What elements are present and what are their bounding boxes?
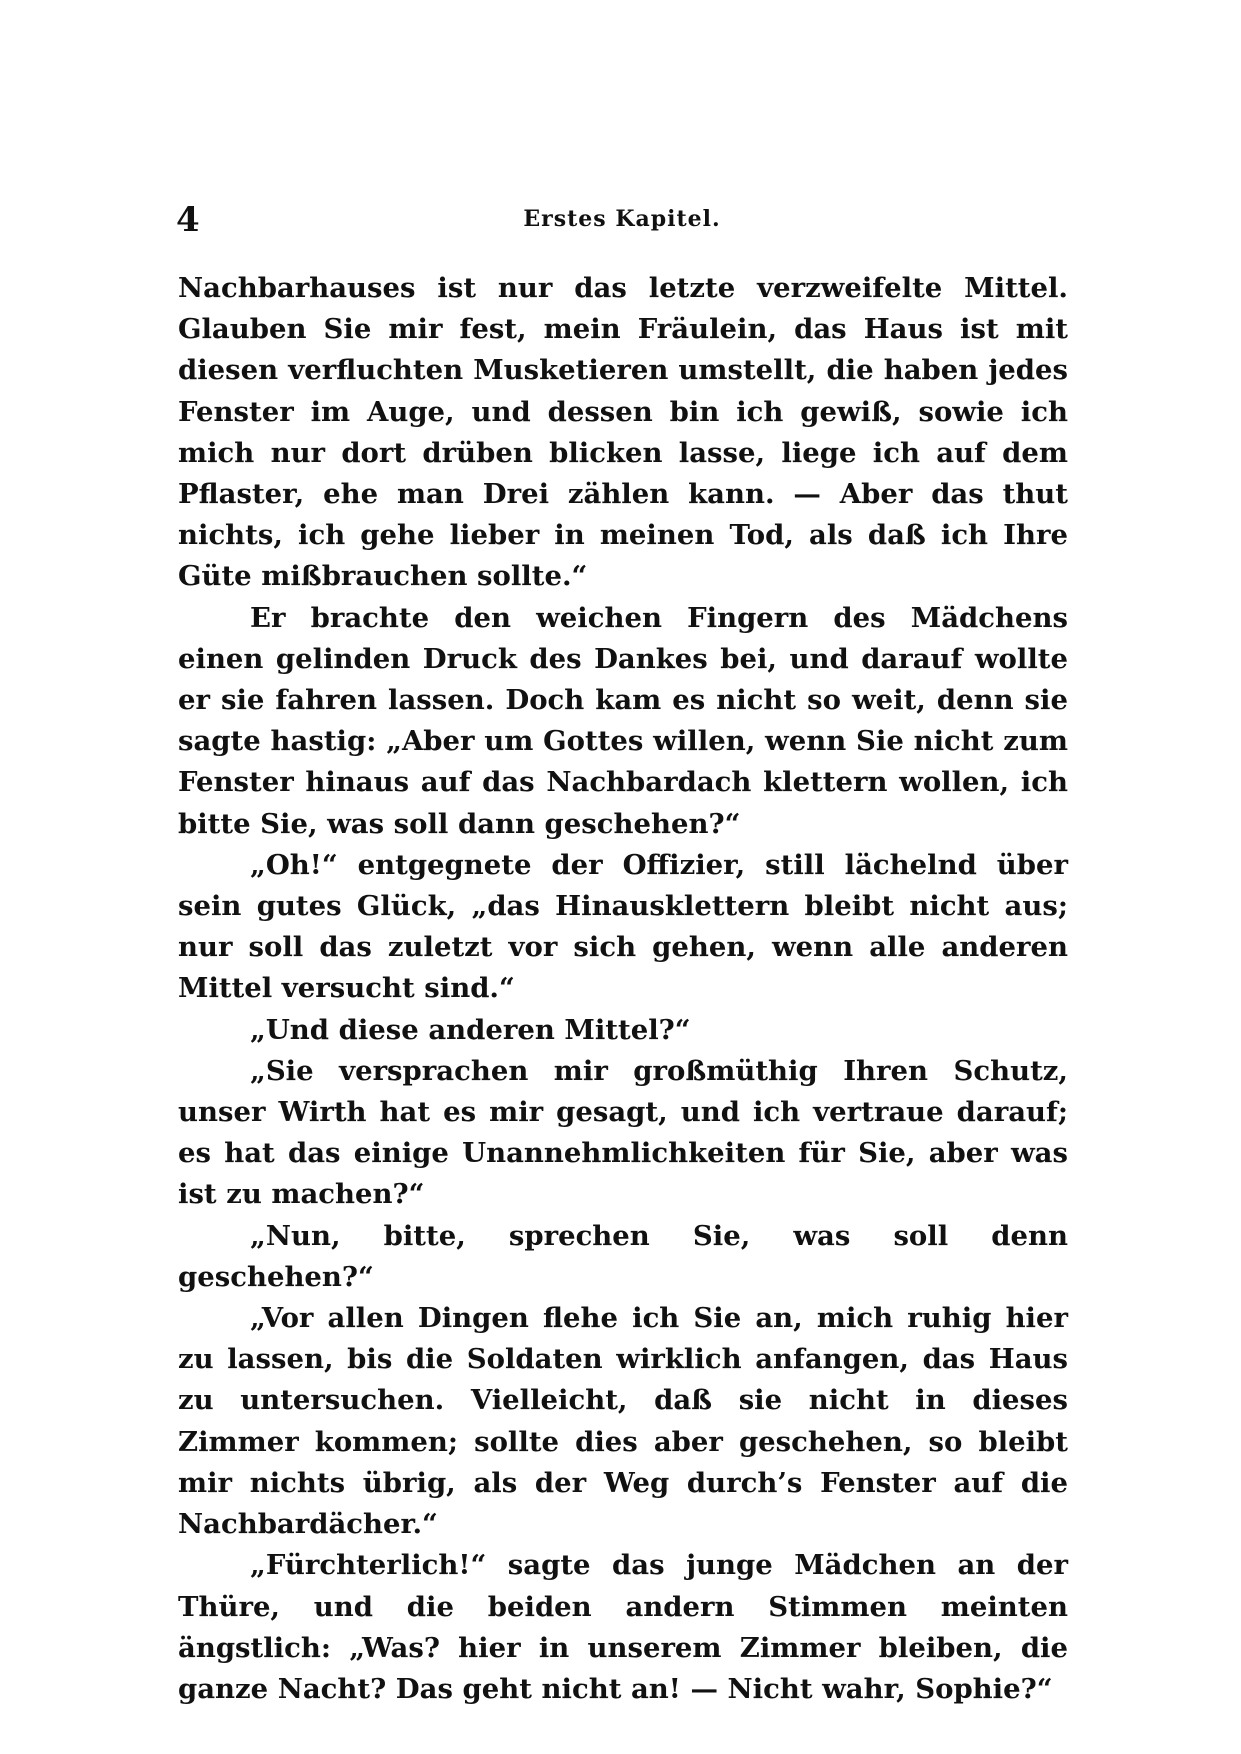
page-number: 4 <box>176 200 200 240</box>
paragraph: „Sie versprachen mir großmüthig Ihren Schutz, unser Wirth hat es mir gesagt, und ich vertraue darauf; es hat das einige Unannehmlichkeiten für Sie, aber was ist zu machen?“ <box>178 1054 1068 1211</box>
running-head: Erstes Kapitel. <box>523 206 721 232</box>
paragraph: „Fürchterlich!“ sagte das junge Mädchen an der Thüre, und die beiden andern Stimmen meinten ängstlich: „Was? hier in unserem Zimmer bleiben, die ganze Nacht? Das geht nicht an! — Nicht wahr, Sophie?“ <box>178 1549 1068 1705</box>
paragraph: Er brachte den weichen Fingern des Mädchens einen gelinden Druck des Dankes bei, und darauf wollte er sie fahren lassen. Doch kam es nicht so weit, denn sie sagte hastig: „Aber um Gottes willen, wenn Sie nicht zum Fenster hinaus auf das Nachbardach klettern wollen, ich bitte Sie, was soll dann geschehen?“ <box>178 601 1068 840</box>
page-header <box>176 200 1068 240</box>
paragraph: „Und diese anderen Mittel?“ <box>250 1013 691 1046</box>
paragraph: Nachbarhauses ist nur das letzte verzweifelte Mittel. Glauben Sie mir fest, mein Fräulein, das Haus ist mit diesen verfluchten Musketieren umstellt, die haben jedes Fenster im Auge, und dessen bin ich gewiß, sowie ich mich nur dort drüben blicken lasse, liege ich auf dem Pflaster, ehe man Drei zählen kann. — Aber das thut nichts, ich gehe lieber in meinen Tod, als daß ich Ihre Güte mißbrauchen sollte.“ <box>178 272 1068 593</box>
body-text <box>178 268 1068 1710</box>
paragraph: „Nun, bitte, sprechen Sie, was soll denn geschehen?“ <box>178 1219 1068 1293</box>
paragraph: „Vor allen Dingen flehe ich Sie an, mich ruhig hier zu lassen, bis die Soldaten wirklich anfangen, das Haus zu untersuchen. Vielleicht, daß sie nicht in dieses Zimmer kommen; sollte dies aber geschehen, so bleibt mir nichts übrig, als der Weg durch’s Fenster auf die Nachbardächer.“ <box>178 1302 1068 1541</box>
paragraph: „Oh!“ entgegnete der Offizier, still lächelnd über sein gutes Glück, „das Hinausklettern bleibt nicht aus; nur soll das zuletzt vor sich gehen, wenn alle anderen Mittel versucht sind.“ <box>178 848 1068 1005</box>
